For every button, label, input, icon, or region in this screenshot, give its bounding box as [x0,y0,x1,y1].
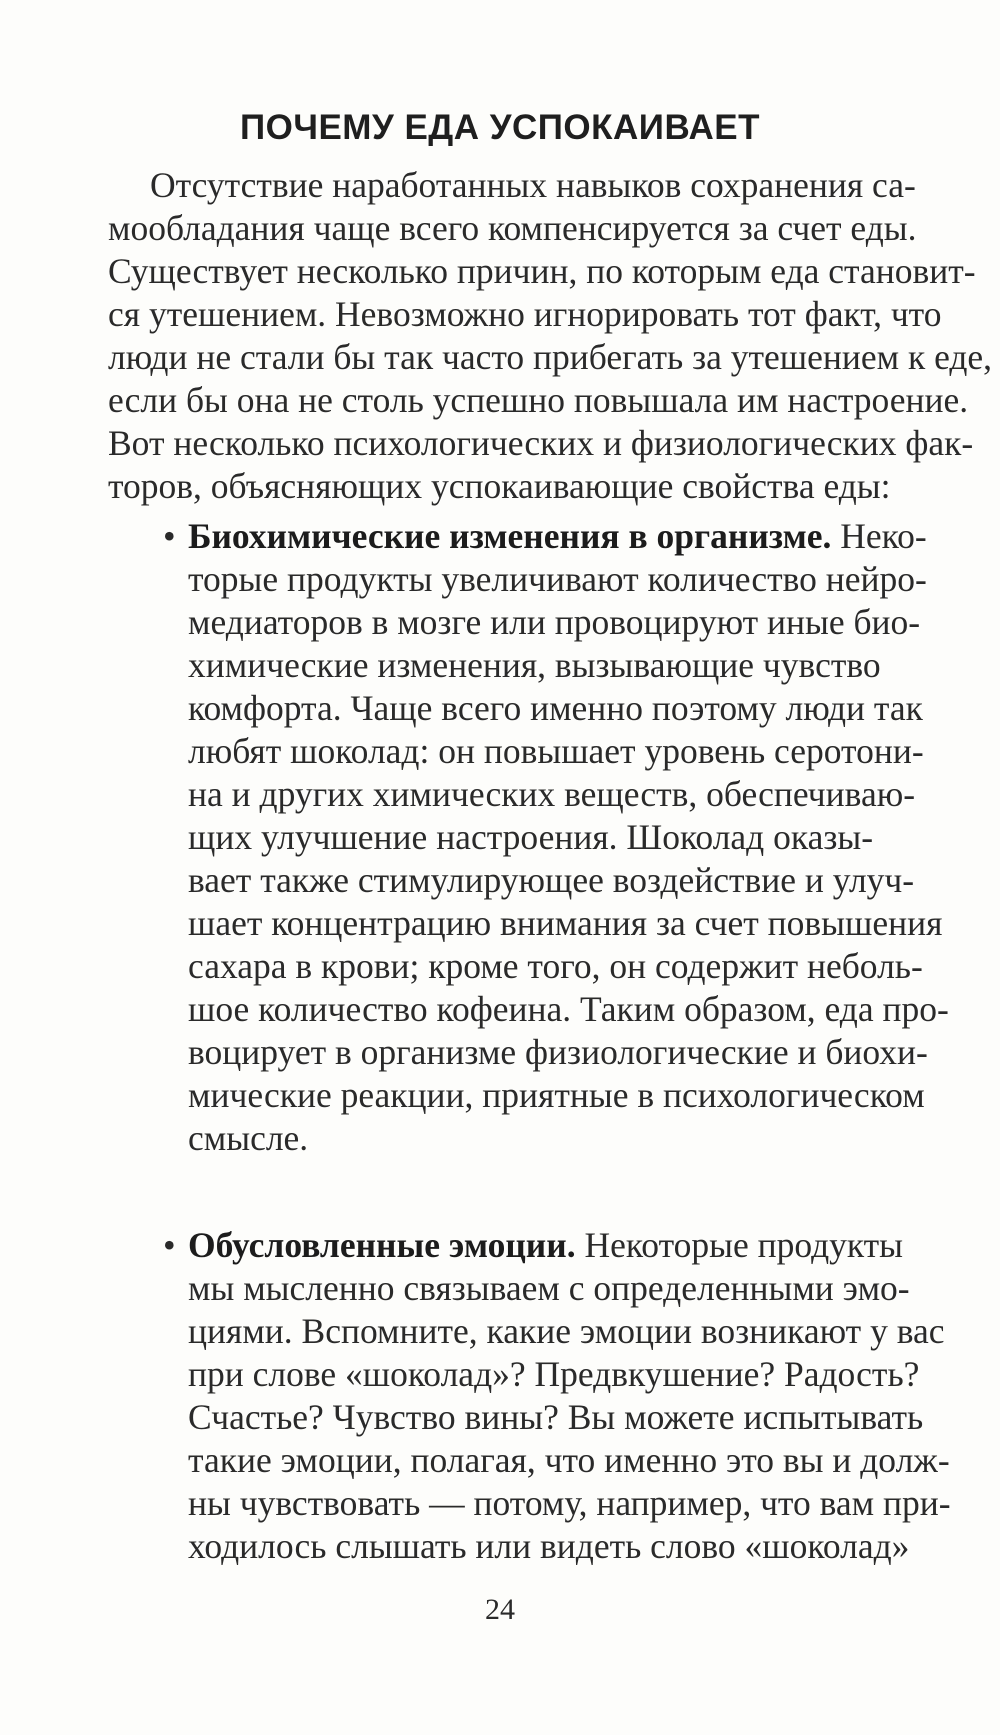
list-item-first-line [188,516,927,556]
page-title: ПОЧЕМУ ЕДА УСПОКАИВАЕТ [239,108,760,147]
text-line: шое количество кофеина. Таким образом, еда про- [188,989,949,1029]
text-line: сахара в крови; кроме того, он содержит неболь- [188,946,923,986]
text-line: медиаторов в мозге или провоцируют иные био- [188,602,921,642]
bullet-text: Некоторые продукты [584,1225,904,1265]
text-line: Вот несколько психологических и физиологических фак- [108,423,974,463]
text-line: люди не стали бы так часто прибегать за утешением к еде, [108,337,993,377]
text-line: при слове «шоколад»? Предвкушение? Радость? [188,1354,920,1394]
text-line: мы мысленно связываем с определенными эмо- [188,1268,910,1308]
text-line: ходилось слышать или видеть слово «шоколад» [188,1526,910,1566]
text-line: ны чувствовать — потому, например, что вам при- [188,1483,951,1523]
text-line: Существует несколько причин, по которым еда становит- [108,251,976,291]
bullet-marker: • [163,516,176,556]
bullet-marker: • [163,1225,176,1265]
text-line: любят шоколад: он повышает уровень серотони- [188,731,924,771]
text-line: циями. Вспомните, какие эмоции возникают у вас [188,1311,945,1351]
text-line: химические изменения, вызывающие чувство [188,645,881,685]
text-line: Счастье? Чувство вины? Вы можете испытывать [188,1397,924,1437]
text-line: торов, объясняющих успокаивающие свойства еды: [108,466,891,506]
text-line: мические реакции, приятные в психологическом [188,1075,925,1115]
text-line: такие эмоции, полагая, что именно это вы и долж- [188,1440,950,1480]
text-line: щих улучшение настроения. Шоколад оказы- [188,817,874,857]
text-line: торые продукты увеличивают количество нейро- [188,559,927,599]
bullet-term: Обусловленные эмоции. [188,1225,576,1265]
text-line: вает также стимулирующее воздействие и улуч- [188,860,915,900]
text-line: мообладания чаще всего компенсируется за счет еды. [108,208,917,248]
bullet-text: Неко- [840,516,927,556]
text-line: ся утешением. Невозможно игнорировать тот факт, что [108,294,942,334]
text-line: комфорта. Чаще всего именно поэтому люди так [188,688,923,728]
text-line: шает концентрацию внимания за счет повышения [188,903,943,943]
text-line: если бы она не столь успешно повышала им настроение. [108,380,969,420]
text-line: смысле. [188,1118,309,1158]
list-item-first-line [188,1225,904,1265]
text-line: воцирует в организме физиологические и биохи- [188,1032,928,1072]
page-number: 24 [485,1593,515,1626]
text-line: Отсутствие наработанных навыков сохранения са- [150,165,916,205]
text-line: на и других химических веществ, обеспечиваю- [188,774,916,814]
bullet-term: Биохимические изменения в организме. [188,516,832,556]
